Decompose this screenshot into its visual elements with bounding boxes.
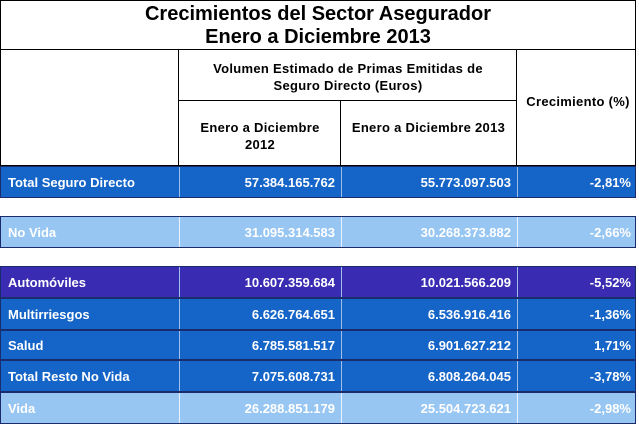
row-label: Vida — [8, 400, 36, 416]
table-row — [0, 360, 636, 392]
value-2013: 6.536.916.416 — [341, 299, 517, 329]
value-2012: 26.288.851.179 — [179, 393, 341, 423]
table-header — [0, 50, 636, 166]
table-row — [0, 330, 636, 360]
row-label: Multirriesgos — [8, 306, 90, 322]
value-2012: 6.785.581.517 — [179, 331, 341, 359]
table-row — [0, 166, 636, 198]
volume-group-header: Volumen Estimado de Primas Emitidas de Seguro Directo (Euros) — [213, 61, 483, 93]
column-header-2012: Enero a Diciembre 2012 — [200, 120, 320, 152]
value-2013: 6.901.627.212 — [341, 331, 517, 359]
growth-value: -3,78% — [517, 361, 637, 391]
growth-value: -2,66% — [517, 217, 637, 247]
value-2012: 31.095.314.583 — [179, 217, 341, 247]
growth-value: -2,81% — [517, 167, 637, 197]
value-2012: 6.626.764.651 — [179, 299, 341, 329]
table-row — [0, 298, 636, 330]
title-line-1: Crecimientos del Sector Asegurador — [144, 3, 492, 25]
growth-value: -1,36% — [517, 299, 637, 329]
growth-value: -2,98% — [517, 393, 637, 423]
table-row — [0, 216, 636, 248]
row-label: Salud — [8, 337, 44, 353]
row-label: No Vida — [8, 224, 57, 240]
row-label: Total Resto No Vida — [8, 368, 130, 384]
title-line-2: Enero a Diciembre 2013 — [205, 26, 431, 48]
growth-value: -5,52% — [517, 267, 637, 297]
value-2013: 6.808.264.045 — [341, 361, 517, 391]
column-header-2013: Enero a Diciembre 2013 — [351, 120, 506, 135]
table-row — [0, 266, 636, 298]
value-2012: 10.607.359.684 — [179, 267, 341, 297]
column-header-growth: Crecimiento (%) — [526, 94, 630, 109]
table-row — [0, 392, 636, 424]
value-2013: 55.773.097.503 — [341, 167, 517, 197]
growth-value: 1,71% — [517, 331, 637, 359]
value-2013: 30.268.373.882 — [341, 217, 517, 247]
value-2013: 10.021.566.209 — [341, 267, 517, 297]
value-2012: 7.075.608.731 — [179, 361, 341, 391]
row-label: Automóviles — [8, 274, 87, 290]
table-title — [0, 0, 636, 50]
value-2013: 25.504.723.621 — [341, 393, 517, 423]
row-label: Total Seguro Directo — [8, 174, 135, 190]
value-2012: 57.384.165.762 — [179, 167, 341, 197]
